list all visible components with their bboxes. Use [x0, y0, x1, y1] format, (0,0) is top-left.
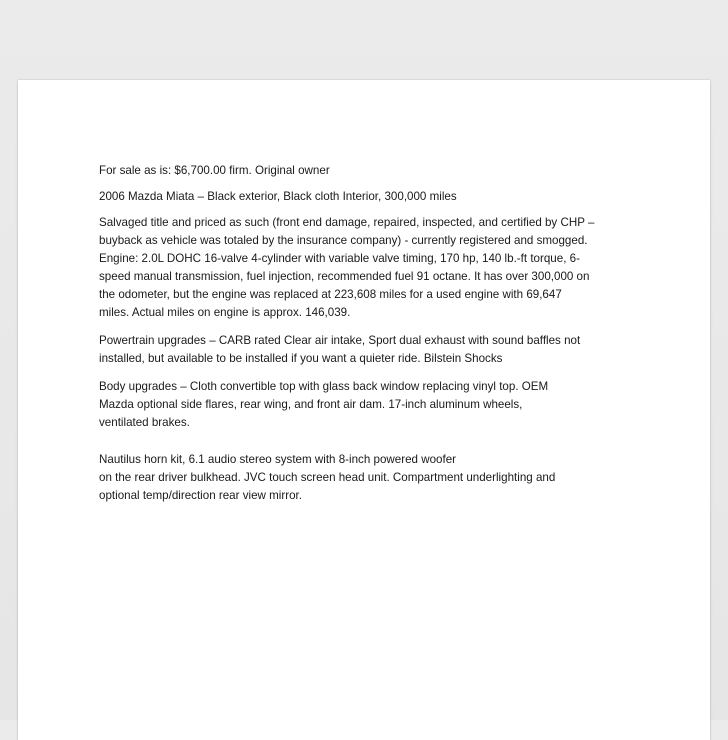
- text-line: the odometer, but the engine was replaced at 223,608 miles for a used engine with 69,647: [99, 288, 562, 301]
- text-line: miles. Actual miles on engine is approx. 146,039.: [99, 306, 351, 319]
- text-line: buyback as vehicle was totaled by the insurance company) - currently registered and smogged.: [99, 234, 588, 247]
- text-line: ventilated brakes.: [99, 416, 190, 429]
- text-line: Mazda optional side flares, rear wing, and front air dam. 17-inch aluminum wheels,: [99, 398, 523, 411]
- paragraph-body: [99, 378, 639, 432]
- text-line: installed, but available to be installed if you want a quieter ride. Bilstein Shocks: [99, 352, 503, 365]
- text-line: Nautilus horn kit, 6.1 audio stereo system with 8-inch powered woofer: [99, 453, 457, 466]
- text-line: on the rear driver bulkhead. JVC touch screen head unit. Compartment underlighting and: [99, 471, 556, 484]
- text-line: Body upgrades – Cloth convertible top with glass back window replacing vinyl top. OEM: [99, 380, 549, 393]
- text-line: Engine: 2.0L DOHC 16-valve 4-cylinder with variable valve timing, 170 hp, 140 lb.-ft torque, 6-: [99, 252, 580, 265]
- text-line: Salvaged title and priced as such (front end damage, repaired, inspected, and certified by CHP –: [99, 216, 595, 229]
- paragraph-powertrain: [99, 332, 639, 368]
- paragraph-audio: [99, 451, 639, 505]
- paragraph-vehicle: [99, 188, 639, 206]
- document-page: [18, 80, 710, 740]
- text-line: For sale as is: $6,700.00 firm. Original owner: [99, 164, 330, 177]
- text-line: speed manual transmission, fuel injection, recommended fuel 91 octane. It has over 300,000 on: [99, 270, 590, 283]
- text-line: Powertrain upgrades – CARB rated Clear air intake, Sport dual exhaust with sound baffles not: [99, 334, 581, 347]
- paragraph-price: [99, 162, 639, 180]
- text-line: 2006 Mazda Miata – Black exterior, Black cloth Interior, 300,000 miles: [99, 190, 457, 203]
- text-line: optional temp/direction rear view mirror.: [99, 489, 302, 502]
- paragraph-title-engine: [99, 214, 639, 322]
- document-body: [99, 162, 639, 505]
